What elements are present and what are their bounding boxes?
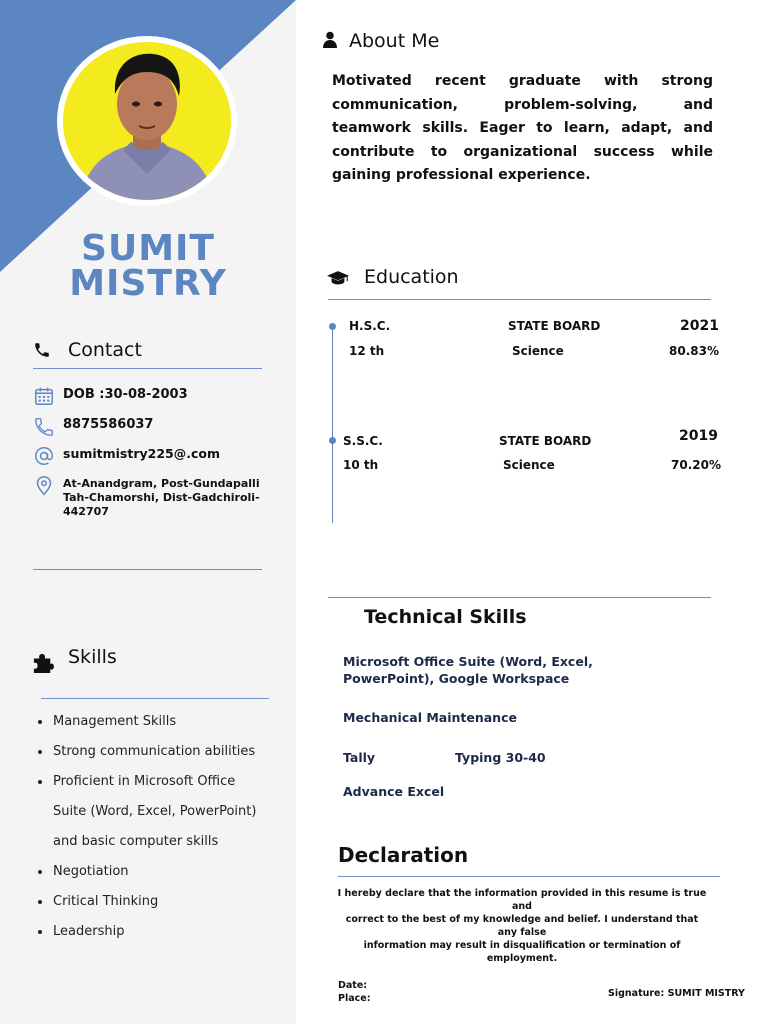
dob-row <box>33 385 188 407</box>
technical-divider <box>328 597 711 598</box>
contact-bottom-divider <box>33 569 262 570</box>
date-label: Date: <box>338 980 368 991</box>
graduation-cap-icon <box>327 270 349 286</box>
phone-row <box>33 416 153 438</box>
phone-text: 8875586037 <box>63 417 154 432</box>
signature: Signature: SUMIT MISTRY <box>608 988 745 999</box>
skill-item-continued: Suite (Word, Excel, PowerPoint) <box>53 804 257 819</box>
edu-board: STATE BOARD <box>508 319 601 333</box>
contact-divider <box>33 368 262 369</box>
declaration-title: Declaration <box>338 843 469 867</box>
skills-list <box>36 707 286 947</box>
edu-board: STATE BOARD <box>499 434 592 448</box>
calendar-icon <box>33 385 55 407</box>
tech-tally: Tally <box>343 750 376 765</box>
tech-excel: Advance Excel <box>343 784 445 799</box>
address-line: At-Anandgram, Post-Gundapalli <box>63 477 260 490</box>
tech-office-line: PowerPoint), Google Workspace <box>343 670 570 686</box>
tech-office-line: Microsoft Office Suite (Word, Excel, <box>343 654 593 669</box>
phone-icon <box>33 341 51 359</box>
technical-title: Technical Skills <box>364 606 527 628</box>
skills-divider <box>41 698 269 699</box>
skill-item: Leadership <box>36 917 286 947</box>
declaration-text <box>336 887 708 965</box>
edu-score: 80.83% <box>669 344 719 358</box>
at-sign-icon <box>33 445 55 467</box>
edu-year: 2019 <box>679 428 718 444</box>
edu-score: 70.20% <box>671 458 721 472</box>
skill-item-continued: and basic computer skills <box>53 834 219 849</box>
edu-stream: Science <box>503 458 555 472</box>
timeline-dot <box>329 437 336 444</box>
declaration-line: correct to the best of my knowledge and belief. I understand that any false <box>345 914 699 938</box>
skills-title: Skills <box>68 646 117 668</box>
skill-item: Strong communication abilities <box>36 737 286 767</box>
place-label: Place: <box>338 993 371 1004</box>
edu-grade: 10 th <box>343 458 379 472</box>
skill-item: Management Skills <box>36 707 286 737</box>
tech-typing: Typing 30-40 <box>455 750 546 765</box>
edu-exam: S.S.C. <box>343 434 383 448</box>
edu-exam: H.S.C. <box>349 319 391 333</box>
address-row <box>33 475 260 519</box>
edu-grade: 12 th <box>349 344 385 358</box>
address-line: 442707 <box>63 505 109 518</box>
edu-stream: Science <box>512 344 564 358</box>
declaration-line: I hereby declare that the information provided in this resume is true and <box>337 888 707 912</box>
address-text <box>63 477 260 519</box>
profile-photo <box>57 36 237 206</box>
dob-text: DOB :30-08-2003 <box>63 387 188 402</box>
puzzle-icon <box>32 653 54 673</box>
education-title: Education <box>364 266 459 288</box>
email-text: sumitmistry225@.com <box>63 446 221 461</box>
skill-item: Critical Thinking <box>36 887 286 917</box>
education-timeline <box>332 323 333 523</box>
name-last: MISTRY <box>69 263 227 304</box>
edu-year: 2021 <box>680 318 719 334</box>
location-pin-icon <box>33 475 55 497</box>
email-row <box>33 445 220 467</box>
contact-title: Contact <box>68 339 142 361</box>
person-portrait <box>63 42 231 200</box>
left-panel <box>0 0 296 1024</box>
phone-outline-icon <box>33 416 55 438</box>
education-divider <box>328 299 711 300</box>
name-first: SUMIT <box>81 228 215 269</box>
about-text: Motivated recent graduate with strong communication, problem-solving, and teamwork skills. Eager to learn, adapt, and contribute to organizational success while gaining professional experience. <box>332 73 713 184</box>
skill-item: Proficient in Microsoft Office <box>36 767 286 797</box>
address-line: Tah-Chamorshi, Dist-Gadchiroli- <box>63 491 260 504</box>
tech-mechanical: Mechanical Maintenance <box>343 710 517 725</box>
declaration-divider <box>338 876 720 877</box>
timeline-dot <box>329 323 336 330</box>
skill-item: Negotiation <box>36 857 286 887</box>
user-icon <box>323 31 337 48</box>
declaration-line: information may result in disqualification or termination of employment. <box>363 940 681 964</box>
about-title: About Me <box>349 30 440 52</box>
tech-office <box>343 654 593 687</box>
